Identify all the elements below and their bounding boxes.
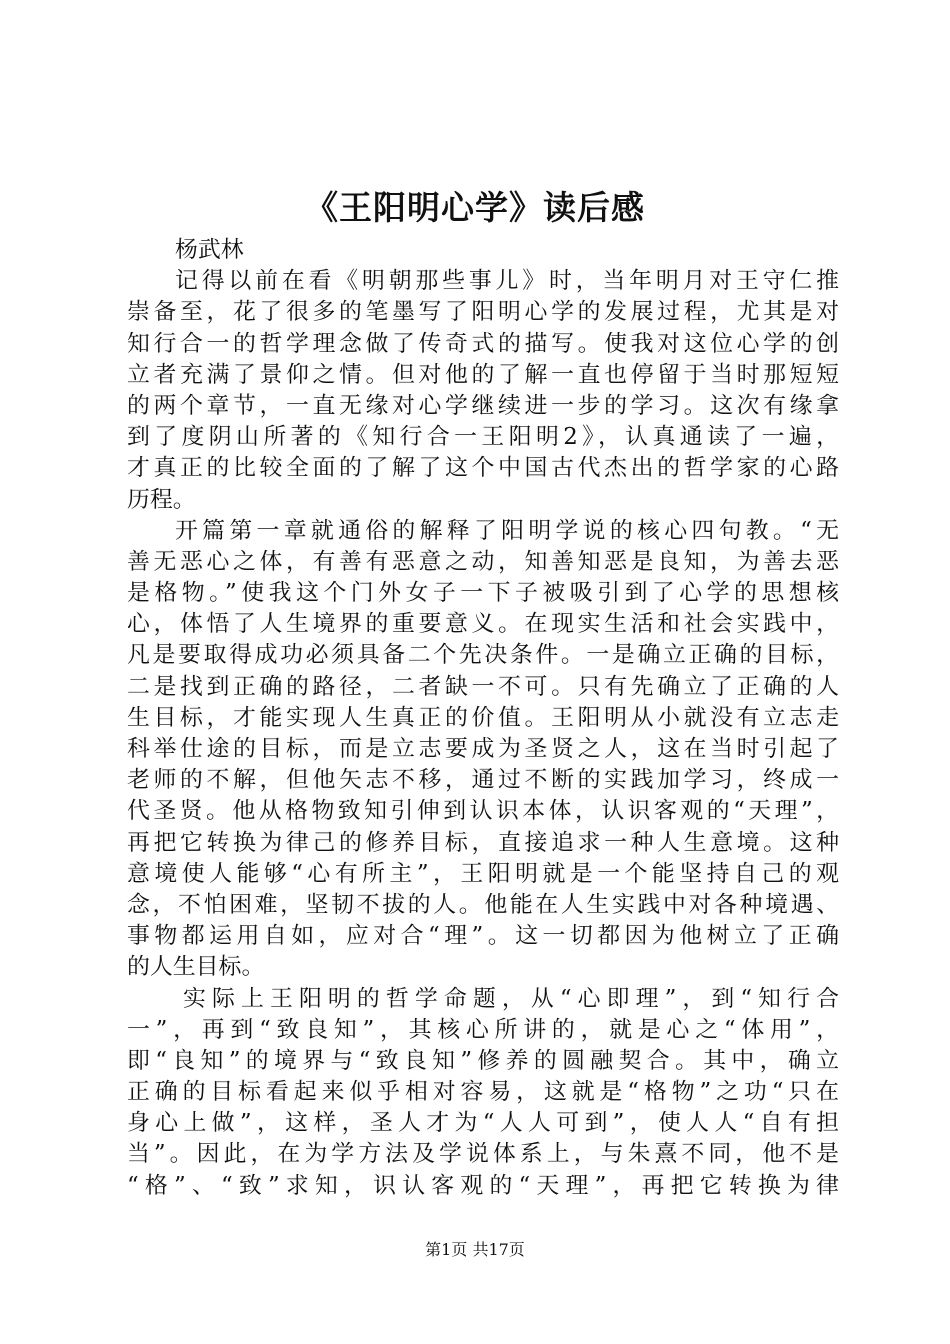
paragraph-2-line: 意境使人能够“心有所主”，王阳明就是一个能坚持自己的观: [127, 860, 839, 887]
paragraph-2-line: 代圣贤。他从格物致知引伸到认识本体，认识客观的“天理”，: [127, 798, 839, 825]
paragraph-1-line: 立者充满了景仰之情。但对他的了解一直也停留于当时那短短: [127, 361, 839, 388]
paragraph-2-line: 老师的不解，但他矢志不移，通过不断的实践加学习，终成一: [127, 767, 839, 794]
paragraph-2-line: 是格物。”使我这个门外女子一下子被吸引到了心学的思想核: [127, 580, 839, 607]
paragraph-2-line: 的人生目标。: [127, 954, 265, 981]
author-name: 杨武林: [175, 237, 244, 263]
document-body: [127, 235, 839, 1202]
paragraph-3-line: “格”、“致”求知，识认客观的“天理”，再把它转换为律: [127, 1172, 839, 1199]
paragraph-3-line: 实际上王阳明的哲学命题，从“心即理”，到“知行合: [183, 985, 839, 1012]
paragraph-2-line: 科举仕途的目标，而是立志要成为圣贤之人，这在当时引起了: [127, 736, 839, 762]
page-number-footer: 第1页 共17页: [425, 1240, 525, 1259]
paragraph-3-line: 正确的目标看起来似乎相对容易，这就是“格物”之功“只在: [127, 1079, 839, 1106]
paragraph-1-line: 崇备至，花了很多的笔墨写了阳明心学的发展过程，尤其是对: [127, 299, 839, 326]
paragraph-1-line: 才真正的比较全面的了解了这个中国古代杰出的哲学家的心路: [127, 455, 839, 482]
paragraph-2-line: 开篇第一章就通俗的解释了阳明学说的核心四句教。“无: [175, 517, 839, 544]
paragraph-3-line: 当”。因此，在为学方法及学说体系上，与朱熹不同，他不是: [127, 1141, 839, 1168]
paragraph-2-line: 念，不怕困难，坚韧不拔的人。他能在人生实践中对各种境遇、: [127, 891, 839, 918]
paragraph-1-line: 的两个章节，一直无缘对心学继续进一步的学习。这次有缘拿: [127, 392, 839, 419]
paragraph-1-line: 历程。: [127, 486, 196, 513]
paragraph-2-line: 事物都运用自如，应对合“理”。这一切都因为他树立了正确: [127, 923, 839, 950]
paragraph-3-line: 身心上做”，这样，圣人才为“人人可到”，使人人“自有担: [127, 1110, 839, 1137]
paragraph-2-line: 善无恶心之体，有善有恶意之动，知善知恶是良知，为善去恶: [127, 548, 839, 575]
paragraph-1-line: 记得以前在看《明朝那些事儿》时，当年明月对王守仁推: [175, 268, 839, 295]
paragraph-2-line: 再把它转换为律己的修养目标，直接追求一种人生意境。这种: [127, 829, 839, 856]
paragraph-1-line: 知行合一的哲学理念做了传奇式的描写。使我对这位心学的创: [127, 330, 839, 357]
paragraph-2-line: 心，体悟了人生境界的重要意义。在现实生活和社会实践中，: [127, 611, 839, 638]
paragraph-3-line: 一”，再到“致良知”，其核心所讲的，就是心之“体用”，: [127, 1016, 839, 1043]
document-title: 《王阳明心学》读后感: [305, 188, 645, 227]
paragraph-3-line: 即“良知”的境界与“致良知”修养的圆融契合。其中，确立: [127, 1047, 839, 1074]
paragraph-1-line: 到了度阴山所著的《知行合一王阳明2》，认真通读了一遍，: [127, 424, 839, 451]
paragraph-2-line: 生目标，才能实现人生真正的价值。王阳明从小就没有立志走: [127, 704, 839, 731]
paragraph-2-line: 二是找到正确的路径，二者缺一不可。只有先确立了正确的人: [127, 673, 839, 700]
paragraph-2-line: 凡是要取得成功必须具备二个先决条件。一是确立正确的目标，: [127, 642, 839, 669]
